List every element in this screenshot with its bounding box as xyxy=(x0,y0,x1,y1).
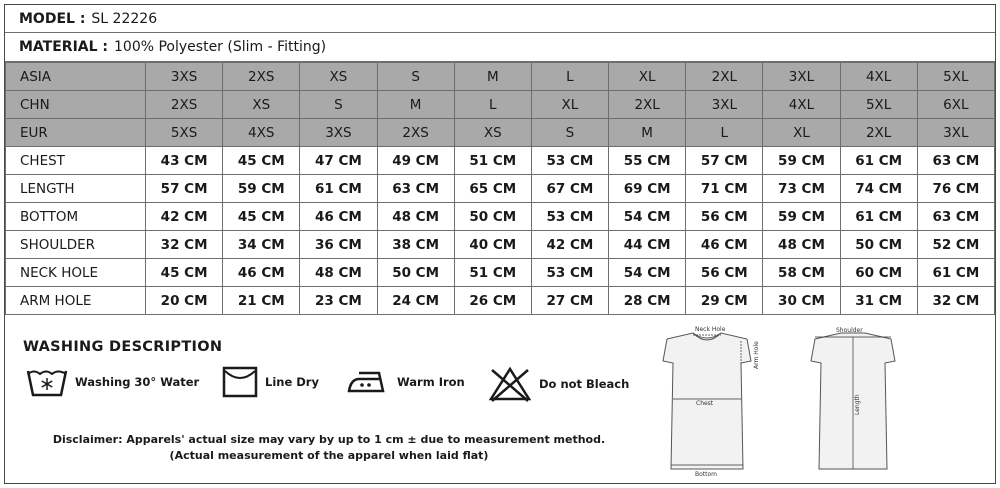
material-value: 100% Polyester (Slim - Fitting) xyxy=(114,39,327,55)
table-cell: 69 CM xyxy=(609,175,686,203)
table-cell: 46 CM xyxy=(223,259,300,287)
table-cell: 73 CM xyxy=(763,175,840,203)
row-label: LENGTH xyxy=(6,175,146,203)
table-cell: 45 CM xyxy=(146,259,223,287)
row-label: ARM HOLE xyxy=(6,287,146,315)
table-row xyxy=(6,91,995,119)
table-cell: 67 CM xyxy=(531,175,608,203)
table-row xyxy=(6,63,995,91)
table-cell: 46 CM xyxy=(300,203,377,231)
table-cell: 61 CM xyxy=(300,175,377,203)
garment-diagram xyxy=(655,321,915,481)
table-cell: 2XL xyxy=(840,119,917,147)
table-cell: M xyxy=(609,119,686,147)
table-cell: 45 CM xyxy=(223,147,300,175)
table-cell: 2XL xyxy=(686,63,763,91)
care-item-iron xyxy=(345,365,465,399)
table-cell: 21 CM xyxy=(223,287,300,315)
table-cell: 44 CM xyxy=(609,231,686,259)
table-cell: 2XS xyxy=(223,63,300,91)
table-cell: 32 CM xyxy=(917,287,994,315)
row-label: SHOULDER xyxy=(6,231,146,259)
table-cell: 31 CM xyxy=(840,287,917,315)
warm-iron-icon xyxy=(345,365,391,399)
table-row xyxy=(6,203,995,231)
table-cell: 60 CM xyxy=(840,259,917,287)
table-cell: 36 CM xyxy=(300,231,377,259)
table-cell: 47 CM xyxy=(300,147,377,175)
care-label-dry: Line Dry xyxy=(265,375,319,389)
table-cell: 42 CM xyxy=(531,231,608,259)
neck-hole-label: Neck Hole xyxy=(695,326,726,333)
care-label-iron: Warm Iron xyxy=(397,375,465,389)
table-cell: S xyxy=(531,119,608,147)
table-cell: 59 CM xyxy=(763,147,840,175)
table-cell: 2XS xyxy=(146,91,223,119)
table-cell: 48 CM xyxy=(763,231,840,259)
table-row xyxy=(6,147,995,175)
table-cell: M xyxy=(377,91,454,119)
model-row xyxy=(5,5,995,33)
table-cell: 55 CM xyxy=(609,147,686,175)
table-cell: 32 CM xyxy=(146,231,223,259)
disclaimer-line-2: (Actual measurement of the apparel when laid flat) xyxy=(169,449,489,462)
table-cell: 45 CM xyxy=(223,203,300,231)
table-cell: 57 CM xyxy=(146,175,223,203)
table-cell: 52 CM xyxy=(917,231,994,259)
care-item-dry xyxy=(221,365,319,399)
length-label: Length xyxy=(854,394,861,415)
table-cell: 4XL xyxy=(763,91,840,119)
table-cell: L xyxy=(454,91,531,119)
table-cell: 46 CM xyxy=(686,231,763,259)
care-label-bleach: Do not Bleach xyxy=(539,377,630,391)
table-row xyxy=(6,231,995,259)
table-cell: 59 CM xyxy=(763,203,840,231)
table-cell: 38 CM xyxy=(377,231,454,259)
table-cell: XS xyxy=(454,119,531,147)
table-cell: 27 CM xyxy=(531,287,608,315)
table-cell: 40 CM xyxy=(454,231,531,259)
table-cell: 56 CM xyxy=(686,259,763,287)
table-cell: L xyxy=(531,63,608,91)
table-cell: 53 CM xyxy=(531,259,608,287)
no-bleach-icon xyxy=(487,365,533,403)
table-cell: 5XL xyxy=(840,91,917,119)
table-cell: 24 CM xyxy=(377,287,454,315)
table-cell: 65 CM xyxy=(454,175,531,203)
size-chart-sheet xyxy=(4,4,996,484)
table-cell: 4XS xyxy=(223,119,300,147)
table-cell: 50 CM xyxy=(840,231,917,259)
table-cell: 20 CM xyxy=(146,287,223,315)
shoulder-label: Shoulder xyxy=(836,327,863,334)
table-cell: XL xyxy=(763,119,840,147)
table-cell: 76 CM xyxy=(917,175,994,203)
table-cell: 50 CM xyxy=(454,203,531,231)
table-cell: 34 CM xyxy=(223,231,300,259)
care-item-wash xyxy=(25,365,199,399)
table-cell: 48 CM xyxy=(377,203,454,231)
table-cell: XL xyxy=(531,91,608,119)
wash-30-icon xyxy=(25,365,69,399)
table-cell: 49 CM xyxy=(377,147,454,175)
table-cell: 59 CM xyxy=(223,175,300,203)
table-cell: 48 CM xyxy=(300,259,377,287)
table-cell: 4XL xyxy=(840,63,917,91)
row-label: EUR xyxy=(6,119,146,147)
table-cell: 3XL xyxy=(686,91,763,119)
table-cell: L xyxy=(686,119,763,147)
table-cell: 63 CM xyxy=(377,175,454,203)
care-label-wash: Washing 30° Water xyxy=(75,375,200,389)
table-cell: 53 CM xyxy=(531,147,608,175)
table-cell: 58 CM xyxy=(763,259,840,287)
disclaimer-line-1: Disclaimer: Apparels' actual size may vary by up to 1 cm ± due to measurement method. xyxy=(52,433,606,446)
arm-hole-label: Arm Hole xyxy=(753,341,760,369)
row-label: ASIA xyxy=(6,63,146,91)
table-cell: 53 CM xyxy=(531,203,608,231)
table-cell: 63 CM xyxy=(917,203,994,231)
table-cell: 30 CM xyxy=(763,287,840,315)
table-cell: 61 CM xyxy=(917,259,994,287)
table-row xyxy=(6,259,995,287)
table-cell: 5XS xyxy=(146,119,223,147)
table-cell: 57 CM xyxy=(686,147,763,175)
table-cell: S xyxy=(300,91,377,119)
table-cell: 3XS xyxy=(146,63,223,91)
table-cell: 42 CM xyxy=(146,203,223,231)
care-item-bleach xyxy=(487,365,629,403)
table-cell: 51 CM xyxy=(454,147,531,175)
row-label: CHEST xyxy=(6,147,146,175)
chest-label: Chest xyxy=(696,400,714,407)
row-label: BOTTOM xyxy=(6,203,146,231)
material-row xyxy=(5,33,995,62)
washing-title: WASHING DESCRIPTION xyxy=(23,339,223,355)
table-cell: 56 CM xyxy=(686,203,763,231)
table-cell: 23 CM xyxy=(300,287,377,315)
table-cell: S xyxy=(377,63,454,91)
row-label: NECK HOLE xyxy=(6,259,146,287)
table-cell: 74 CM xyxy=(840,175,917,203)
table-row xyxy=(6,175,995,203)
table-cell: M xyxy=(454,63,531,91)
size-table xyxy=(5,62,995,315)
table-row xyxy=(6,119,995,147)
model-value: SL 22226 xyxy=(91,10,158,27)
table-cell: 61 CM xyxy=(840,147,917,175)
table-cell: 43 CM xyxy=(146,147,223,175)
table-cell: 61 CM xyxy=(840,203,917,231)
table-cell: 2XL xyxy=(609,91,686,119)
table-cell: 50 CM xyxy=(377,259,454,287)
table-cell: XL xyxy=(609,63,686,91)
table-cell: 54 CM xyxy=(609,259,686,287)
table-cell: 54 CM xyxy=(609,203,686,231)
table-cell: 3XL xyxy=(917,119,994,147)
row-label: CHN xyxy=(6,91,146,119)
line-dry-icon xyxy=(221,365,259,399)
table-cell: 51 CM xyxy=(454,259,531,287)
table-cell: XS xyxy=(223,91,300,119)
table-cell: 63 CM xyxy=(917,147,994,175)
table-cell: 3XS xyxy=(300,119,377,147)
table-cell: 26 CM xyxy=(454,287,531,315)
material-label: MATERIAL : xyxy=(19,39,109,55)
table-cell: 28 CM xyxy=(609,287,686,315)
table-cell: 2XS xyxy=(377,119,454,147)
table-cell: 6XL xyxy=(917,91,994,119)
model-label: MODEL : xyxy=(19,10,86,27)
table-row xyxy=(6,287,995,315)
table-cell: 3XL xyxy=(763,63,840,91)
table-cell: 71 CM xyxy=(686,175,763,203)
table-cell: 5XL xyxy=(917,63,994,91)
table-cell: XS xyxy=(300,63,377,91)
bottom-label: Bottom xyxy=(695,471,718,478)
table-cell: 29 CM xyxy=(686,287,763,315)
